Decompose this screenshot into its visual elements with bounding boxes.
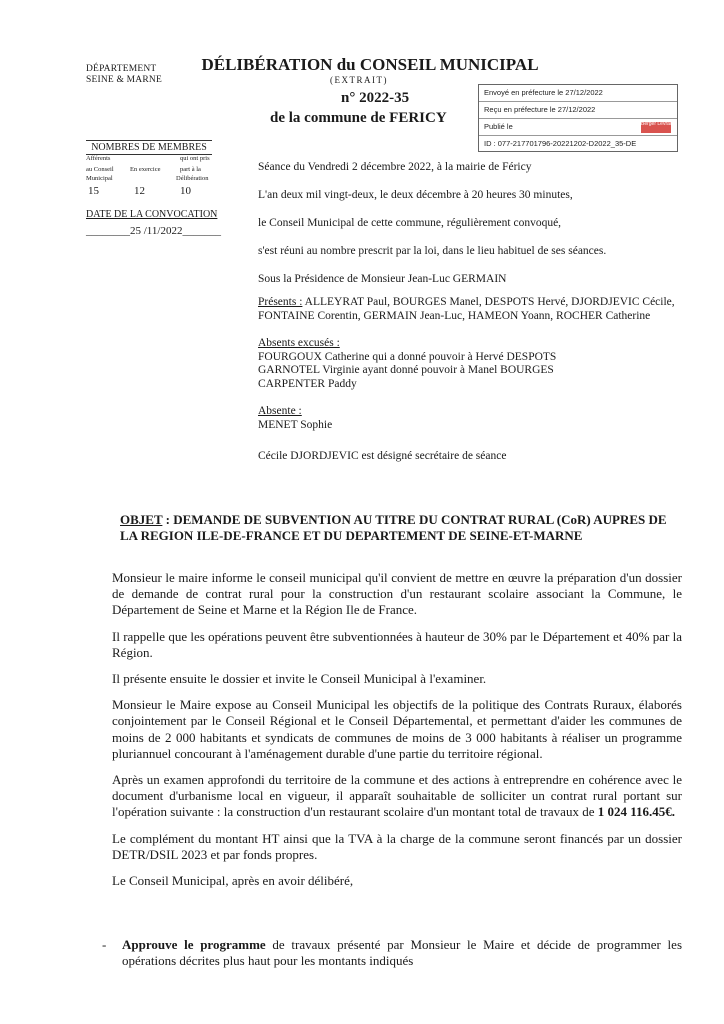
col-afferents-bot: Municipal (86, 175, 113, 182)
body-paragraph-6: Le complément du montant HT ainsi que la TVA à la charge de la commune seront financés par un dossier DETR/DSIL 2023 et par fonds propres. (112, 830, 682, 862)
total-amount: 1 024 116.45€. (597, 804, 676, 820)
presents-paragraph (258, 296, 678, 323)
count-exercice: 12 (134, 185, 145, 197)
count-votants: 10 (180, 185, 191, 197)
members-subheaders (82, 155, 212, 185)
stamp-envoye: Envoyé en préfecture le 27/12/2022 (479, 85, 677, 102)
members-header: NOMBRES DE MEMBRES (86, 140, 212, 155)
convocation-label: DATE DE LA CONVOCATION (86, 209, 218, 220)
col-votants-top: qui ont pris (180, 155, 210, 162)
seance-line-5: Sous la Présidence de Monsieur Jean-Luc GERMAIN (258, 273, 507, 285)
col-afferents-top: Afférents (86, 155, 111, 162)
department-block (86, 64, 162, 86)
absente-label: Absente : (258, 405, 302, 417)
presents-list: ALLEYRAT Paul, BOURGES Manel, DESPOTS Hervé, DJORDJEVIC Cécile, FONTAINE Corentin, GERMAIN Jean-Luc, HAMEON Yoann, ROCHER Catherine (258, 296, 675, 322)
attendance-block (258, 296, 678, 464)
prefecture-stamp (478, 84, 678, 152)
col-votants-bot: Délibération (176, 175, 209, 182)
body-paragraph-1: Monsieur le maire informe le conseil municipal qu'il convient de mettre en œuvre la préparation d'un dossier de demande de contrat rural pour la construction d'un restaurant scolaire associant la Commune, le Département de Seine et Marne et la Région Ile de France. (112, 570, 682, 618)
deliberation-body (112, 570, 682, 899)
seance-line-1: Séance du Vendredi 2 décembre 2022, à la mairie de Féricy (258, 161, 532, 173)
bullet-rest: de travaux présenté par Monsieur le Maire et décide de programmer les opérations décrites plus haut pour les montants indiqués (122, 937, 683, 969)
objet-label: OBJET (120, 512, 163, 527)
stamp-id: ID : 077-217701796-20221202-D2022_35-DE (484, 139, 637, 148)
seance-line-4: s'est réuni au nombre prescrit par la loi, dans le lieu habituel de ses séances. (258, 245, 607, 257)
bullet-bold: Approuve le programme (122, 937, 266, 952)
col-exercice: En exercice (130, 166, 161, 173)
seance-line-2: L'an deux mil vingt-deux, le deux décembre à 20 heures 30 minutes, (258, 189, 573, 201)
presents-label: Présents : (258, 296, 303, 308)
department-label: DÉPARTEMENT (86, 64, 157, 74)
stamp-recu: Reçu en préfecture le 27/12/2022 (479, 102, 677, 119)
body-paragraph-2: Il rappelle que les opérations peuvent être subventionnées à hauteur de 30% par le Département et 40% par la Région. (112, 628, 682, 660)
body-paragraph-3: Il présente ensuite le dossier et invite le Conseil Municipal à l'examiner. (112, 671, 487, 687)
seance-block (258, 160, 668, 286)
excuse-3: CARPENTER Paddy (258, 377, 357, 390)
decision-bullet (102, 937, 682, 969)
body-paragraph-7: Le Conseil Municipal, après en avoir délibéré, (112, 873, 354, 889)
body-paragraph-5 (112, 772, 682, 821)
members-counts (82, 185, 212, 199)
objet-text: : DEMANDE DE SUBVENTION AU TITRE DU CONTRAT RURAL (CoR) AUPRES DE LA REGION ILE-DE-FRANCE ET DU DEPARTEMENT DE SEINE-ET-MARNE (120, 512, 667, 543)
convocation-date: 25 /11/2022 (130, 225, 183, 237)
extrait-label: (EXTRAIT) (330, 75, 388, 85)
body-paragraph-5-text: Après un examen approfondi du territoire de la commune et des actions à entreprendre en cohérence avec le document d'urbanisme local en vigueur, il apparaît souhaitable de solliciter un contrat rural portant sur l'opération suivante : la construction d'un restaurant scolaire d'un montant total de travaux de (112, 772, 682, 820)
berger-levrault-logo: Berger Levrault (641, 122, 671, 133)
absente-name: MENET Sophie (258, 418, 333, 431)
stamp-publie-row (479, 119, 677, 136)
excuse-2: GARNOTEL Virginie ayant donné pouvoir à Manel BOURGES (258, 364, 554, 376)
count-afferents: 15 (88, 185, 99, 197)
deliberation-number: n° 2022-35 (341, 90, 410, 106)
bullet-text (122, 937, 682, 969)
objet-heading (120, 512, 680, 543)
col-votants-mid: part à la (180, 166, 201, 173)
bullet-dash: - (102, 937, 107, 952)
members-block (82, 140, 212, 199)
secretaire-line: Cécile DJORDJEVIC est désigné secrétaire de séance (258, 450, 507, 462)
seance-line-3: le Conseil Municipal de cette commune, régulièrement convoqué, (258, 217, 562, 229)
body-paragraph-4: Monsieur le Maire expose au Conseil Municipal les objectifs de la politique des Contrats Ruraux, élaborés conjointement par le Conseil Régional et le Conseil Départemental, et permettant d'aider les communes de moins de 2 000 habitants et syndicats de communes de moins de 3 000 habitants à réaliser un programme pluriannuel concourant à l'aménagement durable d'une partie du territoire régional. (112, 697, 682, 761)
excuses-label: Absents excusés : (258, 337, 340, 349)
commune-name: de la commune de FERICY (270, 110, 447, 126)
convocation-date-line: ________25 /11/2022_______ (86, 225, 221, 237)
stamp-publie: Publié le (484, 122, 513, 131)
department-name: SEINE & MARNE (86, 75, 162, 85)
col-afferents-mid: au Conseil (86, 166, 114, 173)
excuse-1: FOURGOUX Catherine qui a donné pouvoir à Hervé DESPOTS (258, 350, 557, 363)
document-title: DÉLIBÉRATION du CONSEIL MUNICIPAL (201, 55, 539, 74)
